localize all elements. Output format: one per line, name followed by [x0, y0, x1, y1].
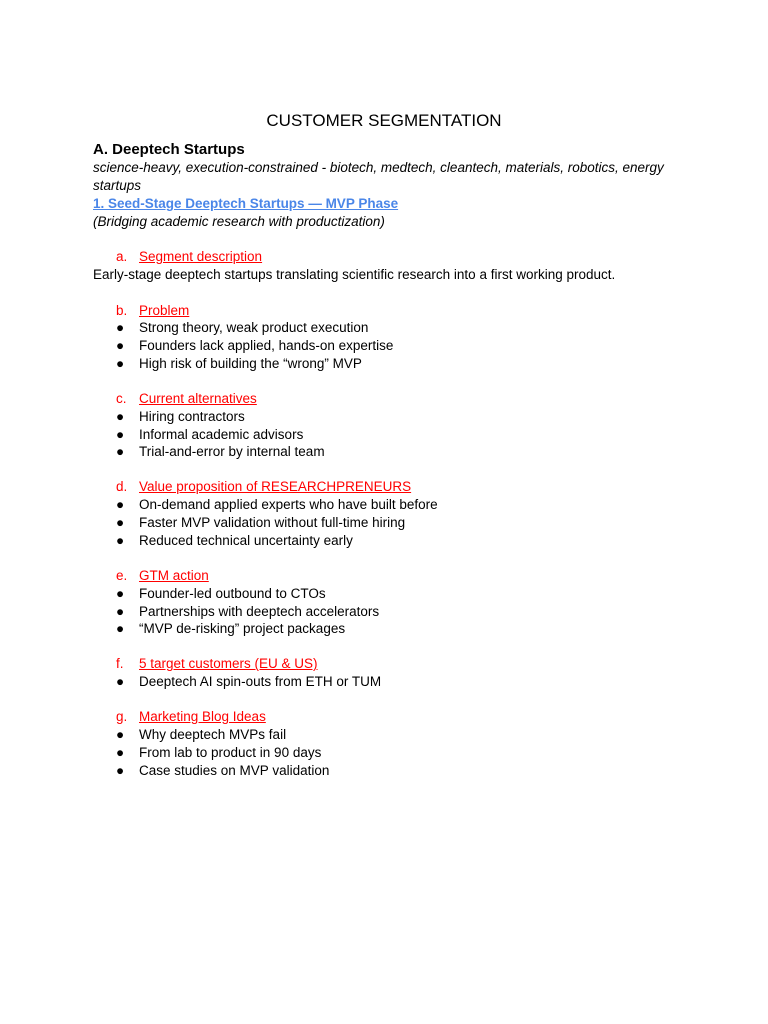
- list-item-text: Founders lack applied, hands-on expertise: [139, 338, 394, 353]
- section-title: GTM action: [139, 568, 209, 583]
- section-e-label: [116, 567, 209, 585]
- bullet-icon: ●: [116, 674, 125, 689]
- list-item: [116, 603, 379, 621]
- list-item: [116, 762, 329, 780]
- list-item: [116, 337, 393, 355]
- section-b-label: [116, 302, 189, 320]
- list-item: [116, 408, 245, 426]
- list-item-text: Faster MVP validation without full-time hiring: [139, 515, 406, 530]
- bullet-icon: ●: [116, 427, 125, 442]
- section-letter: f.: [116, 656, 124, 671]
- section-letter: g.: [116, 709, 128, 724]
- list-item: [116, 532, 353, 550]
- section-title: Marketing Blog Ideas: [139, 709, 266, 724]
- list-item-text: High risk of building the “wrong” MVP: [139, 356, 362, 371]
- bullet-icon: ●: [116, 409, 125, 424]
- section-d-label: [116, 478, 411, 496]
- list-item: [116, 443, 325, 461]
- bullet-icon: ●: [116, 338, 125, 353]
- list-item-text: Case studies on MVP validation: [139, 763, 330, 778]
- list-item: [116, 426, 303, 444]
- bullet-icon: ●: [116, 515, 125, 530]
- list-item-text: Informal academic advisors: [139, 427, 304, 442]
- section-title: Segment description: [139, 249, 263, 264]
- section-title: Problem: [139, 303, 190, 318]
- section-subtitle: science-heavy, execution-constrained - biotech, medtech, cleantech, materials, robotics, energy startups: [93, 160, 664, 193]
- list-item-text: “MVP de-risking” project packages: [139, 621, 346, 636]
- bullet-icon: ●: [116, 727, 125, 742]
- list-item-text: From lab to product in 90 days: [139, 745, 322, 760]
- document-title: CUSTOMER SEGMENTATION: [266, 111, 502, 130]
- segment-link[interactable]: 1. Seed-Stage Deeptech Startups — MVP Phase: [93, 196, 399, 211]
- list-item: [116, 726, 286, 744]
- segment-description-text: Early-stage deeptech startups translating scientific research into a first working product.: [93, 267, 616, 282]
- bullet-icon: ●: [116, 604, 125, 619]
- list-item: [116, 319, 368, 337]
- section-heading: A. Deeptech Startups: [93, 141, 245, 158]
- section-letter: a.: [116, 249, 128, 264]
- bullet-icon: ●: [116, 621, 125, 636]
- bullet-icon: ●: [116, 745, 125, 760]
- section-title: 5 target customers (EU & US): [139, 656, 318, 671]
- list-item-text: On-demand applied experts who have built before: [139, 497, 438, 512]
- list-item-text: Hiring contractors: [139, 409, 245, 424]
- section-a-label: [116, 248, 262, 266]
- bullet-icon: ●: [116, 444, 125, 459]
- list-item: [116, 620, 345, 638]
- bullet-icon: ●: [116, 356, 125, 371]
- list-item: [116, 514, 405, 532]
- section-g-label: [116, 708, 266, 726]
- list-item-text: Founder-led outbound to CTOs: [139, 586, 326, 601]
- list-item: [116, 744, 321, 762]
- section-c-label: [116, 390, 257, 408]
- list-item: [116, 496, 438, 514]
- section-letter: e.: [116, 568, 128, 583]
- list-item-text: Trial-and-error by internal team: [139, 444, 325, 459]
- section-title: Value proposition of RESEARCHPRENEURS: [139, 479, 412, 494]
- bullet-icon: ●: [116, 586, 125, 601]
- list-item-text: Partnerships with deeptech accelerators: [139, 604, 380, 619]
- list-item-text: Reduced technical uncertainty early: [139, 533, 353, 548]
- bullet-icon: ●: [116, 533, 125, 548]
- bullet-icon: ●: [116, 320, 125, 335]
- bullet-icon: ●: [116, 497, 125, 512]
- list-item-text: Why deeptech MVPs fail: [139, 727, 287, 742]
- list-item: [116, 585, 326, 603]
- section-letter: b.: [116, 303, 128, 318]
- segment-tagline: (Bridging academic research with productization): [93, 214, 385, 229]
- list-item: [116, 673, 381, 691]
- section-title: Current alternatives: [139, 391, 257, 406]
- bullet-icon: ●: [116, 763, 125, 778]
- list-item-text: Strong theory, weak product execution: [139, 320, 369, 335]
- section-f-label: [116, 655, 318, 673]
- list-item: [116, 355, 362, 373]
- list-item-text: Deeptech AI spin-outs from ETH or TUM: [139, 674, 382, 689]
- section-letter: d.: [116, 479, 128, 494]
- section-letter: c.: [116, 391, 127, 406]
